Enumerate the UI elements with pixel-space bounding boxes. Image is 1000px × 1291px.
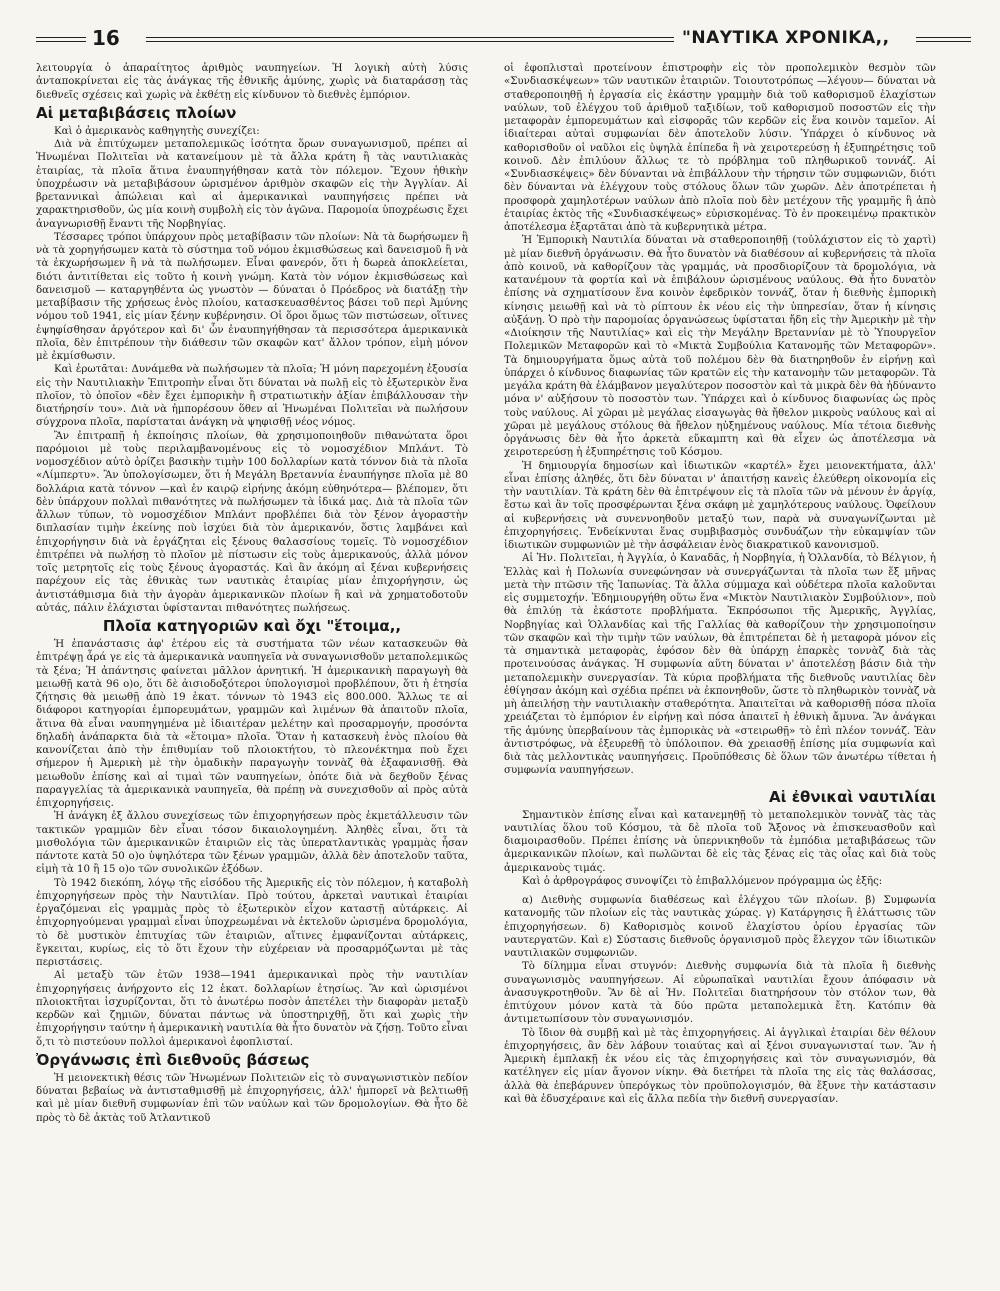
header-rule-middle <box>146 37 674 42</box>
header-rule-left <box>36 37 86 42</box>
left-column <box>36 62 468 1282</box>
right-column <box>504 62 936 1282</box>
paragraph: Τὸ 1942 διεκόπη, λόγῳ τῆς εἰσόδου τῆς Ἀμερικῆς εἰς τὸν πόλεμον, ἡ καταβολὴ ἐπιχορηγήσεων πρὸς τὴν Ναυτιλίαν. Πρὸ τούτου, ἀρκεταὶ ναυτικαὶ ἑταιρίαι ἐργαζόμεναι εἰς γραμμὰς πρὸς τὸ ἐξωτερικὸν εἶχον καταστῇ αὐτάρκεις. Αἱ ἐπιχορηγούμεναι γραμμαὶ εἶναι ὑποχρεωμέναι νὰ ἐκτελοῦν ὡρισμένα δρομολόγια, τὸ δὲ μυστικὸν ἐπιτυχίας τῶν ἑταιριῶν, αἵτινες ἐμφανίζονται αὐτάρκεις, ἔγκειται, κυρίως, εἰς τὸ ὅτι ἔχουν τὴν εὐχέρειαν νὰ προσαρμόζωνται μὲ τὰς περιστάσεις. <box>36 877 468 968</box>
paragraph: Τὸ ἴδιον θὰ συμβῇ καὶ μὲ τὰς ἐπιχορηγήσεις. Αἱ ἀγγλικαὶ ἑταιρίαι δὲν θέλουν ἐπιχορηγήσεις, ἂν δὲν λάβουν τοιαύτας καὶ αἱ ξένοι συναγωνισταί των. Ἂν ἡ Ἀμερικὴ ἐμπλακῇ ἐκ νέου εἰς τὰς ἐπιχορηγήσεις καὶ τὸν συναγωνισμόν, θὰ κατέληγεν εἰς μίαν ἄγονον νίκην. Θὰ διετήρει τὰ πλοῖα της εἰς τὰς θαλάσσας, ἀλλὰ θὰ ἐπεβάρυνεν ὑπερόγκως τὸν προϋπολογισμόν, θὰ ἔξυνε τὴν κατάστασιν καὶ θὰ ἐδυσχέραινε καὶ εἰς ἄλλα πεδία τὴν διεθνῆ συνεργασίαν. <box>504 1027 936 1105</box>
paragraph: Τέσσαρες τρόποι ὑπάρχουν πρὸς μεταβίβασιν τῶν πλοίων: Νὰ τὰ δωρήσωμεν ἢ νὰ τὰ χορηγήσωμεν κατὰ τὸ σύστημα τοῦ νόμου ἐκμισθώσεως καὶ δανεισμοῦ ἢ νὰ τὰ ἐκχωρήσωμεν ἢ νὰ τὰ πωλήσωμεν. Εἶναι φανερόν, ὅτι ἡ δωρεὰ ἀποκλείεται, διότι ἀντιτίθεται εἰς τοῦτο ἡ κοινὴ γνώμη. Κατὰ τὸν νόμον ἐκμισθώσεως καὶ δανεισμοῦ — καταργηθέντα ὡς γνωστὸν — δύναται ὁ Πρόεδρος νὰ διατάξῃ τὴν μεταβίβασιν τῆς χρήσεως ἑνὸς πλοίου, κατασκευασθέντος βάσει τοῦ περὶ Ἀμύνης νόμου τοῦ 1941, εἰς μίαν ξένην κυβέρνησιν. Οἱ ὅροι ὅμως τῶν πιστώσεων, οἵτινες ἐψηφίσθησαν ἀργότερον καὶ δι' ὧν ἐναυπηγήθησαν τὰ περισσότερα ἀμερικανικὰ πλοῖα, δὲν ἐπιτρέπουν τὴν διάθεσιν τῶν σκαφῶν κατ' ἄλλον τρόπον, εἰμὴ μόνον μὲ ἐκμίσθωσιν. <box>36 231 468 362</box>
paragraph: λειτουργία ὁ ἀπαραίτητος ἀριθμὸς ναυπηγείων. Ἡ λογικὴ αὐτὴ λύσις ἀνταποκρίνεται εἰς τὰς ἀνάγκας τῆς ἐθνικῆς ἀμύνης, χωρὶς νὰ διαταράσσῃ τὰς διεθνεῖς σχέσεις καὶ χωρὶς νὰ ἐκθέτῃ εἰς κίνδυνον τὸ διεθνὲς ἐμπόριον. <box>36 63 468 101</box>
page-number: 16 <box>92 26 120 50</box>
paragraph: Σημαντικὸν ἐπίσης εἶναι καὶ κατανεμηθῇ τὸ μεταπολεμικὸν τοννὰζ τὰς τὰς ναυτιλίας ὅλου τοῦ Κόσμου, τὰ δὲ πλοῖα τοῦ Ἄξονος νὰ ἐπισκευασθοῦν καὶ διαμοιρασθοῦν. Πρέπει ἐπίσης νὰ ὑπερνικηθοῦν τὰ ἐμπόδια μεταβιβάσεως τῶν ἀμερικανικῶν πλοίων, καὶ πωλῶνται δὲ εἰς τὰς ξένας εἰς τὰς οἷας καὶ διὰ τοὺς ἀμερικανοὺς τιμάς. <box>504 809 936 874</box>
paragraph: Τὸ δίλημμα εἶναι στυγνόν: Διεθνὴς συμφωνία διὰ τὰ πλοῖα ἢ διεθνὴς συναγωνισμὸς ναυπηγήσεων. Αἱ εὐρωπαϊκαὶ ναυτιλίαι ἔχουν ἀπόφασιν νὰ ἀνασυγκροτηθοῦν. Ἂν δὲ αἱ Ἡν. Πολιτεῖαι διατηρήσουν τὸν στόλον των, θὰ ἐπιτύχουν μόνον κατὰ τὰ δύο πρῶτα μεταπολεμικὰ ἔτη. Κατόπιν θὰ ἀντιμετωπίσουν τὸν συναγωνισμόν. <box>504 961 936 1026</box>
paragraph: Διὰ νὰ ἐπιτύχωμεν μεταπολεμικῶς ἰσότητα ὅρων συναγωνισμοῦ, πρέπει αἱ Ἡνωμέναι Πολιτεῖαι νὰ κατανείμουν μὲ τὰ ἄλλα κράτη ἢ τὰς ναυτιλιακὰς ἑταιρίας, τὰ πλοῖα ἅτινα ἐναυπηγήθησαν κατὰ τὸν πόλεμον. Ἔχουν ἠθικὴν ὑποχρέωσιν νὰ μεταβιβάσουν ὡρισμένον ἀριθμὸν σκαφῶν εἰς τὴν Ἀγγλίαν. Αἱ βρεταννικαὶ ἀπώλειαι καὶ αἱ ἀμερικανικαὶ ναυπηγήσεις πρέπει νὰ χαρακτηρισθοῦν, ὡς μία κοινὴ συμβολὴ εἰς τὸν ἀγῶνα. Παρομοία ὑποχρέωσις ἔχει ἀναγνωρισθῇ ἔναντι τῆς Νορβηγίας. <box>36 139 468 230</box>
paragraph: α) Διεθνὴς συμφωνία διαθέσεως καὶ ἐλέγχου τῶν πλοίων. β) Συμφωνία κατανομῆς τῶν πλοίων εἰς τὰς ναυτικὰς χώρας. γ) Κατάργησις ἢ ἐλάττωσις τῶν ἐπιχορηγήσεων. δ) Καθορισμὸς κοινοῦ ἐλαχίστου ὁρίου ἐργασίας τῶν ναυτεργατῶν. Καὶ ε) Σύστασις διεθνοῦς ὀργανισμοῦ πρὸς ἔλεγχον τῶν ἰδιωτικῶν ναυτιλιακῶν συμφωνιῶν. <box>504 895 936 959</box>
paragraph: Καὶ ὁ ἀμερικανὸς καθηγητὴς συνεχίζει: <box>54 125 260 137</box>
section-heading: Ὀργάνωσις ἐπὶ διεθνοῦς βάσεως <box>36 1050 310 1069</box>
paragraph: Καὶ ἐρωτᾶται: Δυνάμεθα νὰ πωλήσωμεν τὰ πλοῖα; Ἡ μόνη παρεχομένη ἐξουσία εἰς τὴν Ναυτιλιακὴν Ἐπιτροπὴν εἶναι ὅτι δύναται νὰ πωλῇ εἰς τὸ ἐξωτερικὸν ἕνα πλοῖον, τὸ ὁποῖον «δὲν ἔχει ἐμπορικὴν ἢ στρατιωτικὴν ἀξίαν ἐπιβάλλουσαν τὴν διατήρησίν του». Διὰ νὰ ἠμπορέσουν ὅθεν αἱ Ἡνωμέναι Πολιτεῖαι νὰ πωλήσουν σύγχρονα πλοῖα, παρίσταται ἀνάγκη νὰ ψηφισθῇ νέος νόμος. <box>36 364 468 429</box>
paragraph: Αἱ Ἡν. Πολιτεῖαι, ἡ Ἀγγλία, ὁ Καναδᾶς, ἡ Νορβηγία, ἡ Ὁλλανδία, τὸ Βέλγιον, ἡ Ἑλλὰς καὶ ἡ Πολωνία συνεφώνησαν νὰ συνεργάζωνται τὰ πλοῖα των ἕξ μῆνας μετὰ τὴν πτῶσιν τῆς Ἰαπωνίας. Τὰ ἄλλα σύμμαχα καὶ οὐδέτερα πλοῖα καλοῦνται εἰς συμμετοχήν. Ἐδημιουργήθη οὕτω ἕνα «Μικτὸν Ναυτιλιακὸν Συμβούλιον», ποὺ θὰ ἐπιλύῃ τὰ ἑκάστοτε προβλήματα. Ἐκπρόσωποι τῆς Ἀμερικῆς, Ἀγγλίας, Νορβηγίας καὶ Ὁλλανδίας καὶ τῆς Γαλλίας θὰ καθορίζουν τὴν χρησιμοποίησιν τῶν σκαφῶν καὶ τὴν τιμὴν τῶν ναύλων, θὰ ἐπιτρέπεται δὲ ἡ μεταφορὰ μόνον εἰς τὰ σημαντικὰ μεταφορὰς, ἐφόσον δὲν θὰ ὑπάρχῃ ἐπαρκὲς τοννὰζ διὰ τὰς προτεινούσας ἀνάγκας. Ἡ συμφωνία αὕτη δύναται ν' ἀποτελέσῃ βάσιν διὰ τὴν μεταπολεμικὴν συνεργασίαν. Τὰ κύρια προβλήματα τῆς διεθνοῦς ναυτιλίας δὲν ἐθίγησαν ἀκόμη καὶ σχέδια πρέπει νὰ ἐκπονηθοῦν, ὥστε τὸ πληθωρικὸν τοννὰζ νὰ μὴ ἀπειλήσῃ τὴν ναυτιλιακὴν σταθερότητα. Ἀπαιτεῖται νὰ καθορισθῇ πόσα πλοῖα χρειάζεται τὸ ἐμπόριον ἐν εἰρήνῃ καὶ πόσα ἀπαιτεῖ ἡ ἐθνικὴ ἄμυνα. Ἂν ἀνάγκαι τῆς ἀμύνης ὑπερβαίνουν τὰς ἐμπορικὰς νὰ «στειρωθῇ» τὸ ἐπὶ πλέον τοννάζ. Ἐὰν ἀντιστρόφως, νὰ ἐξευρεθῇ τὸ ὑπόλοιπον. Θὰ χρειασθῇ ἐπίσης μία συμφωνία καὶ διὰ τὰς μελλοντικὰς ναυπηγήσεις. Προϋπόθεσις δὲ ὅλων τῶν ἀνωτέρω τίθεται ἡ συμφωνία ναυπηγήσεων. <box>504 553 936 777</box>
paragraph: Αἱ μεταξὺ τῶν ἐτῶν 1938—1941 ἀμερικανικαὶ πρὸς τὴν ναυτιλίαν ἐπιχορηγήσεις ἀνήρχοντο εἰς 12 ἑκατ. δολλαρίων ἐτησίως. Ἂν καὶ ὡρισμένοι πλοιοκτῆται ἰσχυρίζονται, ὅτι τὸ ἀνωτέρω ποσὸν ἀπετέλει τὴν διαφορὰν μεταξὺ κερδῶν καὶ ζημιῶν, δύναται πάντως νὰ ὑποστηριχθῇ, ὅτι καὶ χωρὶς τὴν ἐπιχορήγησιν ταύτην ἡ ἀμερικανικὴ ναυτιλία θὰ ἦτο δυνατὸν νὰ ζήσῃ. Τοῦτο εἶναι ὅ,τι τὸ πιστεύουν πολλοὶ ἀμερικανοὶ ἐφοπλισταί. <box>36 970 468 1048</box>
masthead: "ΝΑΥΤΙΚΑ ΧΡΟΝΙΚΑ,, <box>682 28 890 48</box>
header-rule-right <box>916 37 971 42</box>
paragraph: Ἂν ἐπιτραπῇ ἡ ἐκποίησις πλοίων, θὰ χρησιμοποιηθοῦν πιθανώτατα ὅροι παρόμοιοι μὲ τοὺς περιλαμβανομένους εἰς τὸ νομοσχέδιον Μπλάντ. Τὸ νομοσχέδιον αὐτὸ ὁρίζει βασικὴν τιμὴν 100 δολλαρίων κατὰ τόννον διὰ τὰ πλοῖα «Λίμπερτυ». Ἂν ὑπολογίσωμεν, ὅτι ἡ Μεγάλη Βρεταννία ἐναυπήγησε πλοῖα μὲ 80 δολλάρια κατὰ τόννον —καὶ ἐν καιρῷ εἰρήνης ἀκόμη εὐθηνότερα— βλέπομεν, ὅτι δὲν ὑπάρχουν πολλαὶ πιθανότητες νὰ πωλήσωμεν τὰ ἰδικά μας. Διὰ τὰ πλοῖα τῶν ἄλλων τύπων, τὸ νομοσχέδιον Μπλάντ προβλέπει διὰ τὸν ξένον ἀγοραστὴν διπλασίαν τιμὴν ἐκείνης ποὺ ἰσχύει διὰ τὸν ἀμερικανόν, ὅστις λαμβάνει καὶ ἐπιχορήγησιν διὰ νὰ ἐργάζηται εἰς ξένους θαλασσίους τομεῖς. Τὸ νομοσχέδιον ἐπιτρέπει νὰ πωλήσῃ τὸ πλοῖον μὲ πίστωσιν εἰς τοὺς ἀμερικανούς, ἀλλὰ μόνον τοῖς μετρητοῖς εἰς τοὺς ξένους ἀγοραστάς. Καὶ ἂν ἀκόμη αἱ ξέναι κυβερνήσεις παρέχουν εἰς τὰς ἐθνικὰς των ναυτικὰς ἑταιρίας μίαν ἐπιχορήγησιν, ὡς ἀντιστάθμισμα διὰ τὴν ἀγορὰν ἀμερικανικῶν πλοίων ἢ καὶ νὰ χρηματοδοτοῦν αὐτάς, πάλιν ἐλάχισται ὑφίστανται πιθανότητες πωλήσεως. <box>36 430 468 614</box>
section-heading: Αἱ ἐθνικαὶ ναυτιλίαι <box>769 787 936 806</box>
section-heading: Πλοῖα κατηγοριῶν καὶ ὄχι "ἕτοιμα,, <box>102 617 402 635</box>
paragraph: Ἡ μειονεκτικὴ θέσις τῶν Ἡνωμένων Πολιτειῶν εἰς τὸ συναγωνιστικὸν πεδίον δύναται βεβαίως νὰ ἀντισταθμισθῇ μὲ ἐπιχορηγήσεις, ἀλλ' ἡμπορεῖ νὰ βελτιωθῇ καὶ μὲ μίαν διεθνῆ συμφωνίαν ἐπὶ τῶν ναύλων καὶ τῶν δρομολογίων. Θὰ ἦτο δὲ πρὸς τὸ δὲ ἀκτὰς τοῦ Ἀτλαντικοῦ <box>36 1072 468 1124</box>
paragraph: Ἡ ἐπανάστασις ἀφ' ἑτέρου εἰς τὰ συστήματα τῶν νέων κατασκευῶν θὰ ἐπιτρέψῃ ἆρά γε εἰς τὰ ἀμερικανικὰ ναυπηγεῖα νὰ συναγωνισθοῦν μεταπολεμικῶς τὰ ξένα; Ἡ ἀπάντησις φαίνεται μᾶλλον ἀρνητική. Ἡ ἀμερικανικὴ παραγωγὴ θὰ μειωθῇ κατὰ 96 ο)ο, ὅτι δὲ ἀισιοδοξότεροι ὑπολογισμοὶ προβλέπουν, ὅτι ἡ ἐτησία ζήτησις θὰ μειωθῇ ἀπὸ 19 ἑκατ. τόννων τὸ 1943 εἰς 800.000. Ἄλλως τε αἱ διάφοροι κατηγορίαι ἐμπορευμάτων, γραμμῶν καὶ λιμένων θὰ ἀπαιτοῦν πλοῖα, ἅτινα θὰ εἶναι ναυπηγημένα μὲ ἰδιαιτέραν μελέτην καὶ προσαρμογήν, προσόντα δηλαδὴ ἀνάπαρκτα διὰ τὰ «ἕτοιμα» πλοῖα. Ὅταν ἡ κατασκευὴ ἑνὸς πλοίου θὰ κανονίζεται ἀπὸ τὴν ἐπιθυμίαν τοῦ πλοιοκτήτου, τὸ πλεονέκτημα ποὺ ἔχει σήμερον ἡ Ἀμερικὴ μὲ τὴν ὁμαδικὴν παραγωγὴν τοννὰζ θὰ ἐξαφανισθῇ. Θὰ μειωθοῦν ἐπίσης καὶ αἱ τιμαὶ τῶν ναυπηγείων, ὁπότε διὰ νὰ δεχθοῦν ξένας παραγγελίας τὰ ἀμερικανικὰ ναυπηγεῖα, θὰ πρέπῃ νὰ συνεχισθοῦν αἱ πρὸς αὐτὰ ἐπιχορηγήσεις. <box>36 639 468 809</box>
section-heading: Αἱ μεταβιβάσεις πλοίων <box>36 103 237 122</box>
paragraph: Ἡ ἀνάγκη ἐξ ἄλλου συνεχίσεως τῶν ἐπιχορηγήσεων πρὸς ἐκμετάλλευσιν τῶν τακτικῶν γραμμῶν δὲν εἶναι τόσον δικαιολογημένη. Ἀληθὲς εἶναι, ὅτι τὰ μισθολόγια τῶν ἀμερικανικῶν ἑταιριῶν εἰς τὰς ὑπερατλαντικὰς γραμμὰς ἦσαν πάντοτε κατὰ 50 ο)ο ὑψηλότερα τῶν ξένων γραμμῶν, ἀλλὰ δὲν ἀποτελοῦν ταῦτα, εἰμὴ τὰ 10 ἢ 15 ο)ο τῶν συνολικῶν ἐξόδων. <box>36 811 468 876</box>
paragraph: Καὶ ὁ ἀρθρογράφος συνοψίζει τὸ ἐπιβαλλόμενον πρόγραμμα ὡς ἑξῆς: <box>522 875 883 887</box>
paragraph: Ἡ Ἐμπορικὴ Ναυτιλία δύναται νὰ σταθεροποιηθῇ (τοὐλάχιστον εἰς τὸ χαρτὶ) μὲ μίαν διεθνῆ ὀργάνωσιν. Θὰ ἦτο δυνατὸν νὰ διαθέσουν αἱ κυβερνήσεις τὰ πλοῖα ἀπὸ κοινοῦ, νὰ καθορίζουν τὰς γραμμάς, νὰ προσδιορίζουν τὰ δρομολόγια, νὰ κατανέμουν τὰ φορτία καὶ νὰ ἐπιβάλουν ὡρισμένους ναύλους. Θὰ ἦτο δυνατὸν ἐπίσης νὰ σχηματίσουν ἕνα κοινὸν ἐφεδρικὸν τοννάζ, ὅταν ἡ διεθνὴς ἐμπορικὴ κίνησις μειωθῇ καὶ νὰ τὸ ρίπτουν ἐκ νέου εἰς τὴν ὑπηρεσίαν, ὅταν ἡ κίνησις αὐξάνῃ. Ὁ πρὸ τὴν παρομοίας ὀργανώσεως ὑφίσταται ἤδη εἰς τὴν Ἀμερικὴν μὲ τὴν «Διοίκησιν τῆς Ναυτιλίας» καὶ εἰς τὴν Μεγάλην Βρεταννίαν μὲ τὸ Ὑπουργεῖον Πολεμικῶν Μεταφορῶν καὶ τὸ «Μικτὰ Συμβούλια Κατανομῆς τῶν Μεταφορῶν». Τὰ δημιουργήματα ὅμως αὐτὰ τοῦ πολέμου δὲν θὰ διατηρηθοῦν ἐν εἰρήνῃ καὶ ὑπάρχει ὁ κίνδυνος διαφωνίας τῶν κρατῶν εἰς τὴν κατανομὴν τῶν μεταφορῶν. Τὰ μεγάλα κράτη θὰ ἐλάμβανον μεγαλύτερον ποσοστὸν καὶ τὰ μικρὰ δὲν θὰ ἠδύναντο μόνα ν' αὐξήσουν τὸ ποσοστὸν των. Ὑπάρχει καὶ ὁ κίνδυνος διαφωνίας ὡς πρὸς τοὺς ναύλους. Αἱ χῶραι μὲ μεγάλας εἰσαγωγὰς θὰ ἤθελον μικροὺς ναύλους καὶ αἱ χῶραι μὲ μεγάλους στόλους θὰ ἤθελον ηὐξημένους ναύλους. Μία τέτοια διεθνὴς ὀργάνωσις δὲν θὰ ἦτο ἀρκετὰ εὔκαμπτη καὶ θὰ εἶχεν ὡς ἀποτέλεσμα νὰ χειροτερεύσῃ ἡ ἐξυπηρέτησις τοῦ Κόσμου. <box>504 235 936 459</box>
paragraph: Ἡ δημιουργία δημοσίων καὶ ἰδιωτικῶν «καρτέλ» ἔχει μειονεκτήματα, ἀλλ' εἶναι ἐπίσης ἀληθές, ὅτι δὲν δύναται ν' ἀπαιτήσῃ κανεὶς ἐλεύθερη οἰκονομία εἰς τὴν ναυτιλίαν. Τὰ κράτη δὲν θὰ ἐπιτρέψουν εἰς τὰ πλοῖα τῶν νὰ μένουν ἐν ἀργίᾳ, ἔστω καὶ ἂν τοῖς προσφέρωνται ξένα σκάφη μὲ χαμηλότερους ναύλους. Ὀφείλουν αἱ κυβερνήσεις νὰ συνεννοηθοῦν μεταξύ των, παρὰ νὰ συναγωνίζωνται μὲ ἐπιχορηγήσεις. Ἐνδείκνυται ἕνας συμβιβασμὸς συνδυάζων τὴν εὐκαμψίαν τῶν ἰδιωτικῶν συμφωνιῶν μὲ τὴν ἀσφάλειαν ἑνὸς διακρατικοῦ κανονισμοῦ. <box>504 460 936 551</box>
page-header <box>36 26 971 52</box>
paragraph: οἱ ἐφοπλισταὶ προτείνουν ἐπιστροφὴν εἰς τὸν προπολεμικὸν θεσμὸν τῶν «Συνδιασκέψεων» τῶν ναυτικῶν ἑταιριῶν. Τοιουτοτρόπως —λέγουν— δύναται νὰ σταθεροποιηθῇ ἡ ἐργασία εἰς ἑκάστην γραμμὴν διὰ τοῦ καθορισμοῦ ἐλαχίστων ναύλων, τοῦ ἐλέγχου τοῦ ἀριθμοῦ ταξιδίων, τοῦ καθορισμοῦ ποσοστῶν εἰς τὴν μεταφορὰν ἐμπορευμάτων καὶ εἰσφορᾶς τῶν κερδῶν εἰς ἕνα κοινὸν ταμεῖον. Αἱ ἰδιαίτεραι αὐταὶ συμφωνίαι δὲν ἀποτελοῦν λύσιν. Ὑπάρχει ὁ κίνδυνος νὰ καθορισθοῦν οἱ ναῦλοι εἰς ὑψηλὰ ἐπίπεδα ἢ νὰ χειροτερεύσῃ ἡ ἐξυπηρέτησις τοῦ κοινοῦ. Δὲν ἐπιλύουν ἄλλως τε τὸ πρόβλημα τοῦ πληθωρικοῦ τοννάζ. Αἱ «Συνδιασκέψεις» δὲν δύνανται νὰ ἐπιβάλλουν τὴν τήρησιν τῶν συμφωνιῶν, διότι δὲν δύνανται νὰ ἐλέγχουν τοὺς στόλους ὅλων τῶν χωρῶν. Δὲν ἀποτρέπεται ἡ προσφορὰ χαμηλοτέρων ναύλων ἀπὸ πλοῖα ποὺ δὲν μετέχουν τῆς γραμμῆς ἢ ἀπὸ ἑταιρίας ἐκτὸς τῆς «Συνδιασκέψεως» εὑρισκομένας. Τὸ ἐν προκειμένῳ πρακτικὸν ἀποτέλεσμα ἐξαρτᾶται ἀπὸ τὰ κυβερνητικὰ μέτρα. <box>504 63 936 233</box>
